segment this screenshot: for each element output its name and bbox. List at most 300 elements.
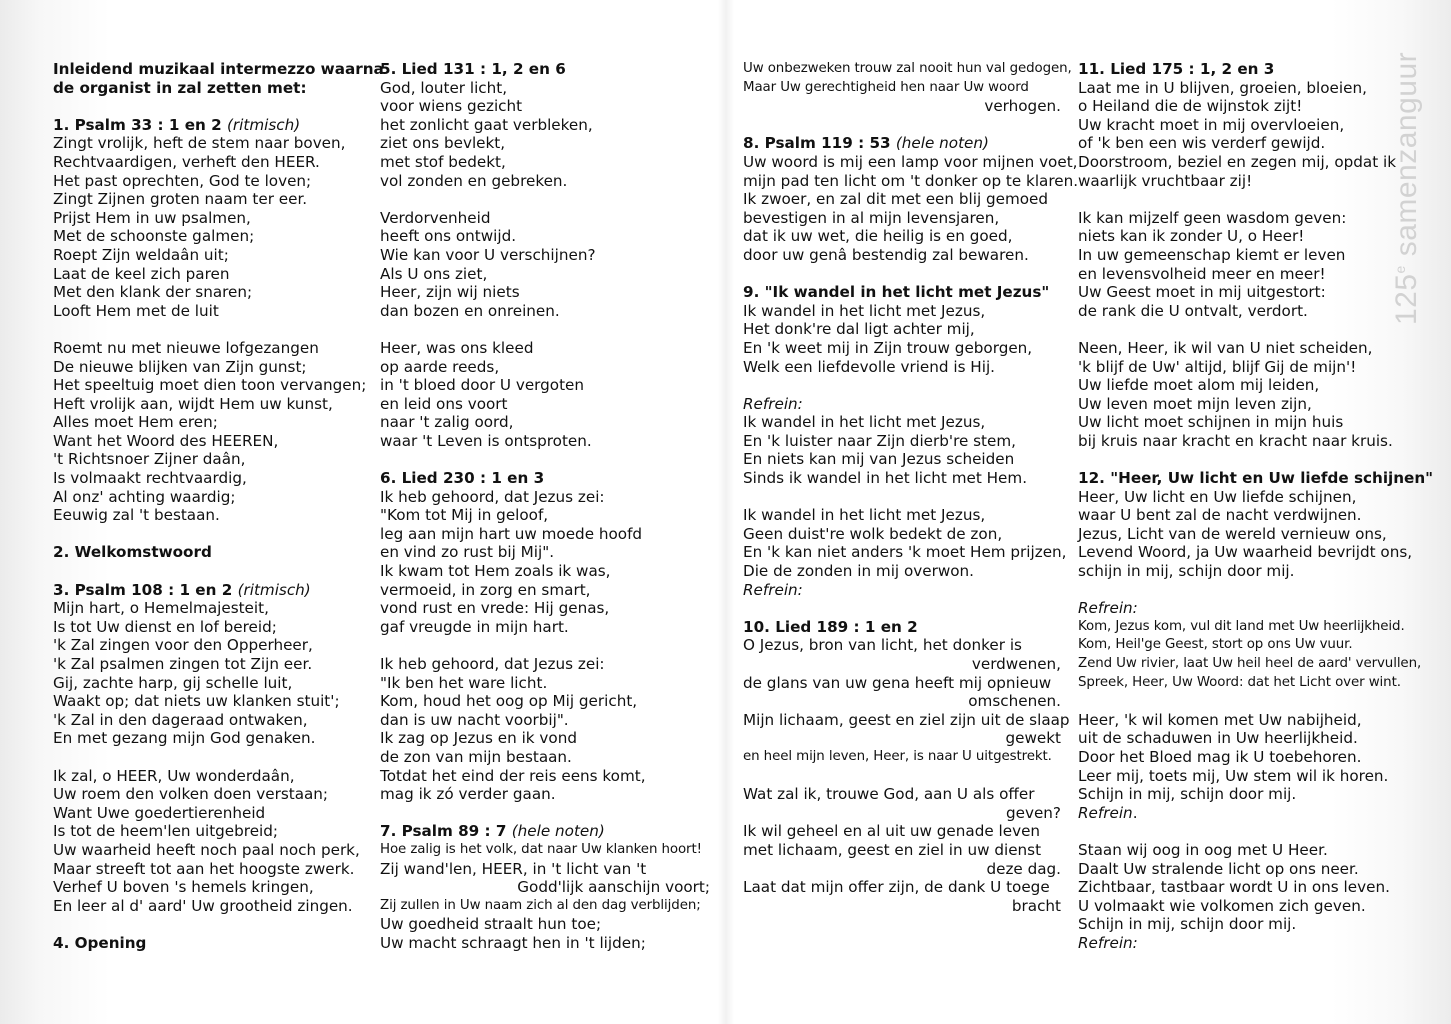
line-text: Totdat het eind der reis eens komt, (380, 766, 646, 785)
line-text: Leer mij, toets mij, Uw stem wil ik horen. (1078, 766, 1389, 785)
line-text: Uw roem den volken doen verstaan; (53, 785, 329, 804)
text-line (380, 692, 710, 711)
line-text: Verdorvenheid (380, 208, 491, 227)
text-line (743, 395, 1061, 414)
text-line (1078, 543, 1413, 562)
column-2 (380, 60, 710, 953)
side-title-suffix: e (1392, 265, 1408, 274)
text-line (380, 227, 710, 246)
italic-note: Refrein: (743, 394, 803, 413)
section-heading (380, 60, 710, 79)
line-text: met lichaam, geest en ziel in uw dienst (743, 840, 1042, 859)
line-text: Ik heb gehoord, dat Jezus zei: (380, 655, 605, 673)
text-line (1078, 897, 1398, 916)
text-line (743, 358, 1061, 377)
line-text: Roept Zijn weldaân uit; (53, 245, 229, 264)
side-title-text: samenzanguur (1390, 51, 1423, 266)
side-title-number: 125 (1390, 273, 1423, 325)
section-heading (1078, 469, 1434, 488)
line-text: niets kan ik zonder U, o Heer! (1078, 227, 1305, 246)
text-line (380, 97, 710, 116)
line-text: Is volmaakt rechtvaardig, (53, 469, 247, 488)
column-3 (743, 60, 1079, 915)
text-line (53, 395, 368, 414)
blank-line (743, 767, 1061, 786)
line-text: Wat zal ik, trouwe God, aan U als offer (743, 785, 1035, 804)
text-line (380, 785, 710, 804)
text-line (1078, 729, 1398, 748)
line-text: Uw waarheid heeft noch paal noch perk, (53, 840, 360, 859)
column-1 (53, 60, 384, 953)
line-text: Daalt Uw stralende licht op ons neer. (1078, 859, 1359, 878)
line-text: Met de schoonste galmen; (53, 227, 255, 246)
line-text: 'k Zal psalmen zingen tot Zijn eer. (53, 655, 313, 673)
line-text: Mijn hart, o Hemelmajesteit, (53, 599, 269, 618)
text-line (1078, 599, 1398, 618)
text-line (53, 358, 368, 377)
text-line (743, 729, 1061, 748)
text-line (53, 172, 368, 191)
line-text: Zij zullen in Uw naam zich al den dag verblijden; (380, 897, 701, 913)
line-text: Heer, Uw licht en Uw liefde schijnen, (1078, 487, 1357, 506)
text-line (53, 209, 368, 228)
text-line (53, 804, 368, 823)
text-line (380, 246, 710, 265)
line-text: vermoeid, in zorg en smart, (380, 580, 591, 599)
line-text: Uw leven moet mijn leven zijn, (1078, 394, 1312, 413)
text-line (53, 469, 368, 488)
text-line (1078, 915, 1398, 934)
line-text: Hoe zalig is het volk, dat naar Uw klanken hoort! (380, 841, 702, 857)
line-text: Maar streeft tot aan het hoogste zwerk. (53, 859, 355, 878)
text-line (380, 339, 710, 358)
text-line (1078, 636, 1398, 655)
text-line (380, 525, 710, 544)
line-text: verdwenen, (971, 655, 1061, 673)
line-text: 'k blijf de Uw' altijd, blijf Gij de mijn'! (1078, 357, 1357, 376)
text-line (1078, 432, 1398, 451)
line-text: 9. "Ik wandel in het licht met Jezus" (743, 283, 1050, 302)
line-text: en vind zo rust bij Mij". (380, 543, 555, 562)
text-line (743, 450, 1061, 469)
text-line (1078, 488, 1398, 507)
line-text: of 'k ben een wis verderf gewijd. (1078, 134, 1326, 153)
line-text: Het past oprechten, God te loven; (53, 171, 312, 190)
blank-line (380, 320, 710, 339)
blank-line (743, 376, 1061, 395)
line-text: verhogen. (984, 97, 1061, 116)
line-text: Welk een liefdevolle vriend is Hij. (743, 357, 995, 376)
text-line (743, 246, 1061, 265)
line-text: "Kom tot Mij in geloof, (380, 506, 549, 525)
text-line (1078, 283, 1398, 302)
text-line (53, 376, 368, 395)
section-heading (53, 581, 368, 600)
line-text: gewekt (1005, 729, 1061, 748)
text-line (380, 915, 710, 934)
line-text: Geen duist're wolk bedekt de zon, (743, 524, 1003, 543)
text-line (53, 767, 368, 786)
line-text: in 't bloed door U vergoten (380, 376, 585, 395)
text-line (743, 636, 1061, 655)
text-line (380, 748, 710, 767)
page-gutter (718, 0, 734, 1024)
line-text: En 'k weet mij in Zijn trouw geborgen, (743, 338, 1033, 357)
line-suffix: . (1132, 803, 1138, 822)
section-heading (53, 60, 384, 79)
text-line (53, 692, 368, 711)
line-text: Doorstroom, beziel en zegen mij, opdat ik (1078, 152, 1397, 171)
text-line (53, 153, 368, 172)
text-line (743, 190, 1061, 209)
line-text: vol zonden en gebreken. (380, 171, 568, 190)
line-text: mag ik zó verder gaan. (380, 785, 556, 804)
text-line (53, 711, 368, 730)
line-text: Ik zag op Jezus en ik vond (380, 729, 577, 748)
section-heading (380, 469, 710, 488)
line-text: Levend Woord, ja Uw waarheid bevrijdt ons, (1078, 543, 1413, 562)
section-heading (53, 543, 368, 562)
line-text: "Ik ben het ware licht. (380, 673, 548, 692)
line-text: het zonlicht gaat verbleken, (380, 115, 593, 134)
text-line (53, 841, 368, 860)
line-text: Uw licht moet schijnen in mijn huis (1078, 413, 1344, 432)
blank-line (743, 116, 1061, 135)
text-line (743, 655, 1061, 674)
line-text: Ik kan mijzelf geen wasdom geven: (1078, 208, 1347, 227)
line-text: 11. Lied 175 : 1, 2 en 3 (1078, 60, 1275, 78)
text-line (380, 618, 710, 637)
text-line (743, 525, 1061, 544)
text-line (1078, 116, 1398, 135)
line-text: Is tot de heem'len uitgebreid; (53, 822, 279, 841)
text-line (743, 543, 1067, 562)
text-line (380, 432, 710, 451)
text-line (1078, 209, 1398, 228)
side-title (1390, 52, 1424, 325)
text-line (743, 152, 1078, 172)
line-text: Uw goedheid straalt hun toe; (380, 915, 602, 934)
text-line (380, 543, 710, 562)
line-text: geven? (1005, 803, 1061, 822)
line-text: met stof bedekt, (380, 152, 506, 171)
text-line (380, 488, 710, 507)
text-line (1078, 413, 1398, 432)
text-line (743, 432, 1061, 451)
text-line (380, 172, 710, 191)
line-text: Uw kracht moet in mij overvloeien, (1078, 115, 1345, 134)
line-text: Uw Geest moet in mij uitgestort: (1078, 283, 1326, 302)
line-text: Ik wandel in het licht met Jezus, (743, 413, 986, 432)
section-heading (743, 618, 1061, 637)
text-line (743, 804, 1061, 823)
line-text: en levensvolheid meer en meer! (1078, 264, 1326, 283)
text-line (1078, 97, 1398, 116)
text-line (743, 60, 1072, 79)
blank-line (1078, 450, 1398, 469)
text-line (743, 897, 1061, 916)
text-line (1078, 785, 1398, 804)
line-text: Heer, was ons kleed (380, 338, 534, 357)
text-line (1078, 302, 1398, 321)
line-text: en leid ons voort (380, 394, 508, 413)
line-text: Met den klank der snaren; (53, 283, 253, 302)
blank-line (743, 488, 1061, 507)
blank-line (1078, 320, 1398, 339)
italic-note: Refrein (1078, 803, 1133, 822)
text-line (380, 79, 710, 98)
line-text: Het donk're dal ligt achter mij, (743, 320, 975, 339)
italic-note: Refrein: (1078, 933, 1138, 952)
line-text: Alles moet Hem eren; (53, 413, 218, 432)
line-text: Prijst Hem in uw psalmen, (53, 208, 251, 227)
text-line (53, 302, 368, 321)
line-text: 'k Zal zingen voor den Opperheer, (53, 636, 313, 655)
blank-line (380, 804, 710, 823)
section-heading (1078, 60, 1398, 79)
line-text: Looft Hem met de luit (53, 301, 219, 320)
text-line (53, 674, 368, 693)
text-line (380, 283, 710, 302)
line-text: Rechtvaardigen, verheft den HEER. (53, 152, 320, 171)
text-line (743, 748, 1061, 767)
line-text: Schijn in mij, schijn door mij. (1078, 785, 1297, 804)
line-text: Wie kan voor U verschijnen? (380, 245, 596, 264)
text-line (743, 785, 1061, 804)
text-line (380, 116, 710, 135)
line-text: Ik zwoer, en zal dit met een blij gemoed (743, 190, 1049, 209)
line-text: U volmaakt wie volkomen zich geven. (1078, 896, 1366, 915)
text-line (743, 674, 1061, 693)
text-line (743, 97, 1061, 116)
blank-line (1078, 822, 1398, 841)
text-line (53, 618, 368, 637)
text-line (1078, 934, 1398, 953)
line-text: dat ik uw wet, die heilig is en goed, (743, 227, 1013, 246)
line-text: Heer, zijn wij niets (380, 283, 520, 302)
text-line (1078, 767, 1398, 786)
line-text: Maar Uw gerechtigheid hen naar Uw woord (743, 79, 1029, 95)
line-text: 2. Welkomstwoord (53, 543, 212, 562)
text-line (743, 710, 1070, 730)
line-text: Als U ons ziet, (380, 264, 488, 283)
line-text: mijn pad ten licht om 't donker op te klaren. (743, 171, 1079, 190)
text-line (743, 209, 1061, 228)
text-line (53, 265, 368, 284)
blank-line (53, 748, 368, 767)
line-text: op aarde reeds, (380, 357, 500, 376)
line-text: En met gezang mijn God genaken. (53, 729, 316, 748)
text-line (380, 134, 710, 153)
line-text: Het speeltuig moet dien toon vervangen; (53, 376, 367, 395)
line-text: 7. Psalm 89 : 7 (380, 822, 512, 841)
line-text: Neen, Heer, ik wil van U niet scheiden, (1078, 338, 1373, 357)
line-text: Heer, 'k wil komen met Uw nabijheid, (1078, 710, 1362, 729)
line-text: ziet ons bevlekt, (380, 134, 506, 153)
text-line (53, 878, 368, 897)
text-line (53, 636, 368, 655)
line-text: In uw gemeenschap kiemt er leven (1078, 245, 1346, 264)
line-text: 5. Lied 131 : 1, 2 en 6 (380, 60, 566, 78)
text-line (1078, 878, 1398, 897)
line-text: 'k Zal in den dageraad ontwaken, (53, 710, 308, 729)
line-text: Uw liefde moet alom mij leiden, (1078, 376, 1320, 395)
blank-line (743, 599, 1061, 618)
text-line (53, 339, 368, 358)
line-text: dan is uw nacht voorbij". (380, 710, 569, 729)
text-line (1078, 172, 1398, 191)
text-line (53, 246, 368, 265)
line-text: dan bozen en onreinen. (380, 301, 560, 320)
line-text: Staan wij oog in oog met U Heer. (1078, 840, 1328, 859)
text-line (743, 878, 1061, 897)
text-line (53, 134, 368, 153)
line-text: Ik wil geheel en al uit uw genade leven (743, 822, 1041, 841)
text-line (380, 767, 710, 786)
text-line (53, 822, 368, 841)
blank-line (53, 915, 368, 934)
line-text: Ik heb gehoord, dat Jezus zei: (380, 487, 605, 506)
text-line (1078, 618, 1405, 637)
text-line (380, 860, 710, 879)
text-line (380, 265, 710, 284)
text-line (743, 822, 1061, 841)
line-text: 6. Lied 230 : 1 en 3 (380, 469, 545, 488)
text-line (743, 841, 1061, 860)
text-line (743, 302, 1061, 321)
section-heading (53, 79, 368, 98)
italic-note: (ritmisch) (227, 115, 301, 134)
line-text: omschenen. (968, 692, 1061, 711)
line-text: leg aan mijn hart uw moede hoofd (380, 524, 643, 543)
line-text: de rank die U ontvalt, verdort. (1078, 301, 1308, 320)
text-line (743, 339, 1061, 358)
text-line (1078, 395, 1398, 414)
line-text: Zingt Zijnen groten naam ter eer. (53, 190, 308, 209)
section-heading (380, 822, 710, 841)
text-line (53, 488, 368, 507)
text-line (743, 581, 1061, 600)
line-text: Mijn lichaam, geest en ziel zijn uit de slaap (743, 710, 1070, 729)
line-text: de organist in zal zetten met: (53, 78, 307, 97)
text-line (1078, 358, 1398, 377)
line-text: Uw woord is mij een lamp voor mijnen voet, (743, 152, 1078, 171)
text-line (743, 79, 1061, 98)
line-text: de zon van mijn bestaan. (380, 747, 572, 766)
line-text: 3. Psalm 108 : 1 en 2 (53, 580, 238, 599)
line-text: Want Uwe goedertierenheid (53, 803, 266, 822)
text-line (53, 506, 368, 525)
text-line (380, 878, 710, 897)
italic-note: (hele noten) (895, 134, 989, 153)
line-text: Is tot Uw dienst en lof bereid; (53, 617, 277, 636)
line-text: en heel mijn leven, Heer, is naar U uitgestrekt. (743, 748, 1052, 764)
blank-line (1078, 692, 1398, 711)
text-line (380, 395, 710, 414)
line-text: Ik wandel in het licht met Jezus, (743, 506, 986, 525)
text-line (53, 599, 368, 618)
text-line (1078, 655, 1422, 674)
line-text: Waakt op; dat niets uw klanken stuit'; (53, 692, 340, 711)
line-text: 8. Psalm 119 : 53 (743, 134, 896, 153)
line-text: Sinds ik wandel in het licht met Hem. (743, 469, 1028, 488)
text-line (1078, 562, 1398, 581)
text-line (1078, 227, 1398, 246)
text-line (53, 785, 368, 804)
line-text: Ik zal, o HEER, Uw wonderdaân, (53, 766, 295, 785)
section-heading (743, 283, 1061, 302)
text-line (380, 376, 710, 395)
blank-line (380, 636, 710, 655)
line-text: 't Richtsnoer Zijner daân, (53, 450, 246, 469)
line-text: 10. Lied 189 : 1 en 2 (743, 617, 918, 636)
line-text: God, louter licht, (380, 78, 508, 97)
text-line (380, 711, 710, 730)
text-line (380, 562, 710, 581)
line-text: Spreek, Heer, Uw Woord: dat het Licht over wint. (1078, 674, 1401, 690)
text-line (380, 655, 710, 674)
text-line (53, 450, 368, 469)
line-text: naar 't zalig oord, (380, 413, 514, 432)
line-text: bij kruis naar kracht en kracht naar kruis. (1078, 431, 1393, 450)
text-line (1078, 860, 1398, 879)
line-text: Zij wand'len, HEER, in 't licht van 't (380, 859, 647, 878)
line-text: Laat dat mijn offer zijn, de dank U toege (743, 878, 1050, 897)
line-text: Roemt nu met nieuwe lofgezangen (53, 338, 319, 357)
line-text: En leer al d' aard' Uw grootheid zingen. (53, 896, 353, 915)
text-line (1078, 804, 1398, 823)
text-line (1078, 748, 1398, 767)
section-heading (53, 116, 368, 135)
line-text: vond rust en vrede: Hij genas, (380, 599, 610, 618)
text-line (380, 897, 710, 916)
line-text: uit de schaduwen in Uw heerlijkheid. (1078, 729, 1358, 748)
text-line (743, 320, 1061, 339)
text-line (53, 729, 368, 748)
line-text: Verhef U boven 's hemels kringen, (53, 878, 314, 897)
line-text: Ik kwam tot Hem zoals ik was, (380, 562, 611, 581)
line-text: deze dag. (986, 859, 1061, 878)
line-text: En niets kan mij van Jezus scheiden (743, 450, 1015, 469)
line-text: Al onz' achting waardig; (53, 487, 236, 506)
line-text: 1. Psalm 33 : 1 en 2 (53, 115, 227, 134)
blank-line (53, 562, 368, 581)
line-text: Ik wandel in het licht met Jezus, (743, 301, 986, 320)
text-line (743, 860, 1061, 879)
line-text: Uw macht schraagt hen in 't lijden; (380, 933, 646, 952)
text-line (743, 562, 1061, 581)
text-line (53, 655, 368, 674)
text-line (380, 413, 710, 432)
text-line (1078, 153, 1398, 172)
line-text: gaf vreugde in mijn hart. (380, 617, 569, 636)
line-text: schijn in mij, schijn door mij. (1078, 562, 1295, 581)
text-line (1078, 134, 1398, 153)
line-text: waar 't Leven is ontsproten. (380, 431, 592, 450)
line-text: Godd'lijk aanschijn voort; (517, 878, 710, 897)
line-text: De nieuwe blijken van Zijn gunst; (53, 357, 307, 376)
text-line (380, 302, 710, 321)
line-text: Gij, zachte harp, gij schelle luit, (53, 673, 293, 692)
blank-line (53, 320, 368, 339)
section-heading (743, 134, 1061, 153)
line-text: Zichtbaar, tastbaar wordt U in ons leven. (1078, 878, 1390, 897)
line-text: Kom, Heil'ge Geest, stort op ons Uw vuur. (1078, 637, 1353, 653)
italic-note: Refrein: (743, 580, 803, 599)
text-line (380, 209, 710, 228)
blank-line (1078, 581, 1398, 600)
text-line (1078, 506, 1398, 525)
